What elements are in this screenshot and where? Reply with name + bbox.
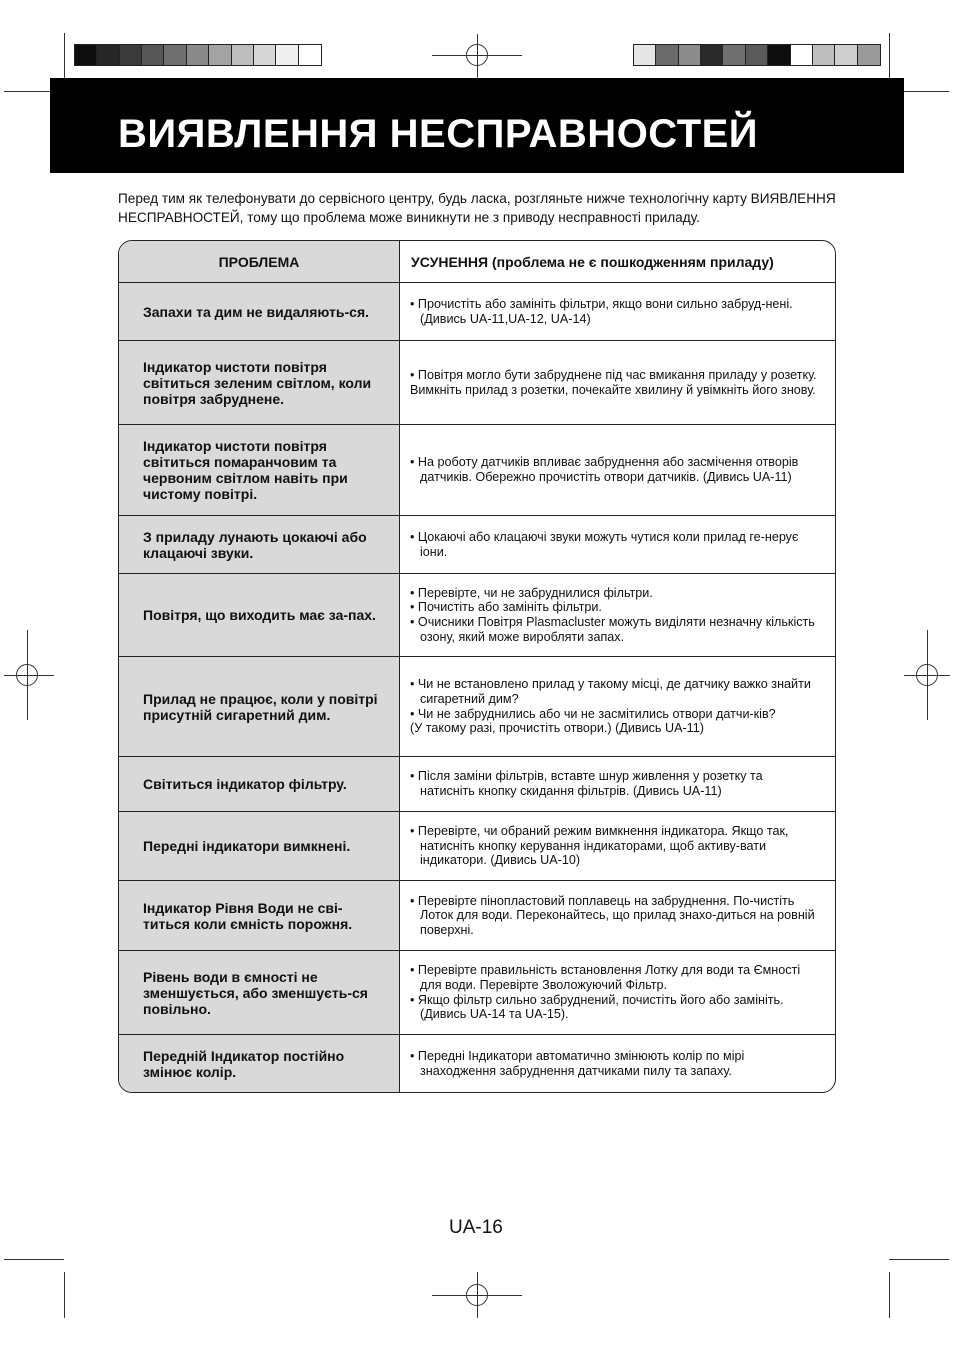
- intro-text: Перед тим як телефонувати до сервісного центру, будь ласка, розгляньте нижче технологічну карту ВИЯВЛЕННЯ НЕСПРАВНОСТЕЙ, тому що проблема може виникнути не з приводу несправності приладу.: [118, 191, 836, 225]
- color-swatch: [791, 45, 813, 65]
- page-number: UA-16: [449, 1217, 503, 1238]
- color-swatches-left: [74, 44, 322, 66]
- solution-text: [400, 677, 835, 735]
- table-row: [119, 425, 835, 516]
- solution-line: • Перевірте, чи не забруднилися фільтри.: [410, 585, 653, 600]
- color-swatches-right: [633, 44, 881, 66]
- color-swatch: [232, 45, 254, 65]
- table-row: [119, 283, 835, 341]
- crop-mark: [889, 1259, 949, 1260]
- solution-line: • Перевірте правильність встановлення Лотку для води та Ємності для води. Перевірте Зволожуючий Фільтр.: [410, 963, 801, 992]
- table-header-row: [119, 241, 835, 283]
- problem-cell: [119, 516, 400, 573]
- table-row: [119, 812, 835, 881]
- problem-text: Індикатор чистоти повітря світиться помаранчовим та червоним світлом навіть при чистому повітрі.: [143, 438, 348, 502]
- color-swatch: [120, 45, 142, 65]
- color-swatch: [768, 45, 790, 65]
- table-row: [119, 1035, 835, 1093]
- solution-text: [400, 1049, 835, 1078]
- page-title: ВИЯВЛЕННЯ НЕСПРАВНОСТЕЙ: [118, 112, 759, 156]
- header-cell-problem: [119, 241, 400, 282]
- table-row: [119, 574, 835, 657]
- solution-text: [400, 368, 835, 397]
- registration-mark-top: [477, 34, 478, 78]
- problem-text: Рівень води в ємності не зменшується, або зменшуєть-ся повільно.: [143, 968, 368, 1017]
- color-swatch: [723, 45, 745, 65]
- solution-line: Вимкніть прилад з розетки, почекайте хвилину й увімкніть його знову.: [410, 382, 816, 397]
- color-swatch: [299, 45, 321, 65]
- color-swatch: [164, 45, 186, 65]
- problem-text: Передній Індикатор постійно змінює колір.: [143, 1048, 345, 1080]
- solution-cell: [400, 1035, 835, 1093]
- solution-line: • Чи не встановлено прилад у такому місці, де датчику важко знайти сигаретний дим?: [410, 677, 811, 706]
- solution-line: • Якщо фільтр сильно забруднений, почистіть його або замініть. (Дивись UA-14 та UA-15).: [410, 992, 784, 1022]
- color-swatch: [254, 45, 276, 65]
- solution-text: [400, 586, 835, 644]
- color-swatch: [209, 45, 231, 65]
- problem-cell: [119, 951, 400, 1034]
- solution-line: • Прочистіть або замініть фільтри, якщо вони сильно забруд-нені. (Дивись UA-11,UA-12, UA-14): [410, 296, 793, 326]
- problem-text: Передні індикатори вимкнені.: [143, 838, 351, 854]
- solution-text: [400, 894, 835, 938]
- problem-cell: [119, 283, 400, 340]
- crop-mark: [4, 1259, 64, 1260]
- color-swatch: [858, 45, 880, 65]
- problem-text: З приладу лунають цокаючі або клацаючі звуки.: [143, 528, 367, 561]
- solution-line: • Передні Індикатори автоматично змінюють колір по мірі знаходження забруднення датчиками пилу та запаху.: [410, 1049, 745, 1078]
- solution-line: • Очисники Повітря Plasmacluster можуть виділяти незначну кількість озону, який може виробляти запах.: [410, 615, 815, 644]
- problem-text: Прилад не працює, коли у повітрі присутній сигаретний дим.: [143, 690, 378, 723]
- problem-cell: [119, 1035, 400, 1093]
- table-row: [119, 951, 835, 1035]
- table-row: [119, 657, 835, 757]
- color-swatch: [835, 45, 857, 65]
- color-swatch: [746, 45, 768, 65]
- solution-line: • Перевірте пінопластовий поплавець на забруднення. По-чистіть Лоток для води. Переконайтесь, що прилад знахо-диться на ровній поверхні.: [410, 893, 815, 937]
- solution-text: [400, 963, 835, 1021]
- color-swatch: [97, 45, 119, 65]
- solution-line: • Після заміни фільтрів, вставте шнур живлення у розетку та натисніть кнопку скидання фільтрів. (Дивись UA-11): [410, 769, 763, 798]
- solution-cell: [400, 341, 835, 424]
- header-problem-label: ПРОБЛЕМА: [218, 253, 300, 270]
- problem-cell: [119, 881, 400, 950]
- color-swatch: [679, 45, 701, 65]
- color-swatch: [187, 45, 209, 65]
- solution-cell: [400, 812, 835, 880]
- solution-line: • Перевірте, чи обраний режим вимкнення індикатора. Якщо так, натисніть кнопку керування індикаторами, щоб активу-вати індикатори. (Дивись UA-10): [410, 824, 789, 868]
- color-swatch: [701, 45, 723, 65]
- crop-mark: [889, 1272, 890, 1318]
- registration-mark-right: [927, 630, 928, 720]
- problem-text: Запахи та дим не видаляють-ся.: [143, 303, 370, 320]
- troubleshooting-table: [118, 240, 836, 1093]
- registration-mark-bottom: [477, 1272, 478, 1318]
- solution-cell: [400, 425, 835, 515]
- solution-cell: [400, 881, 835, 950]
- solution-cell: [400, 283, 835, 340]
- registration-mark-left: [4, 675, 54, 676]
- solution-cell: [400, 757, 835, 811]
- solution-text: [400, 769, 835, 798]
- color-swatch: [276, 45, 298, 65]
- solution-line: • Почистіть або замініть фільтри.: [410, 600, 602, 615]
- problem-cell: [119, 812, 400, 880]
- problem-text: Індикатор Рівня Води не сві-титься коли ємність порожня.: [143, 899, 353, 932]
- solution-line: • На роботу датчиків впливає забруднення або засмічення отворів датчиків. Обережно прочистіть отвори датчиків. (Дивись UA-11): [410, 455, 799, 484]
- color-swatch: [142, 45, 164, 65]
- problem-text: Повітря, що виходить має за-пах.: [143, 607, 376, 623]
- color-swatch: [75, 45, 97, 65]
- problem-text: Світиться індикатор фільтру.: [143, 776, 347, 792]
- problem-cell: [119, 425, 400, 515]
- problem-cell: [119, 757, 400, 811]
- problem-cell: [119, 341, 400, 424]
- solution-cell: [400, 951, 835, 1034]
- problem-cell: [119, 657, 400, 756]
- solution-text: [400, 824, 835, 868]
- table-row: [119, 341, 835, 425]
- color-swatch: [656, 45, 678, 65]
- solution-cell: [400, 516, 835, 573]
- table-row: [119, 757, 835, 812]
- solution-cell: [400, 657, 835, 756]
- solution-text: [400, 455, 835, 484]
- solution-line: • Повітря могло бути забруднене під час вмикання приладу у розетку.: [410, 367, 817, 382]
- solution-text: [400, 530, 835, 559]
- solution-line: • Цокаючі або клацаючі звуки можуть чутися коли прилад ге-нерує іони.: [410, 529, 799, 559]
- table-row: [119, 881, 835, 951]
- problem-text: Індикатор чистоти повітря світиться зеленим світлом, коли повітря забруднене.: [143, 358, 372, 407]
- solution-line: • Чи не забруднились або чи не засмітились отвори датчи-ків?: [410, 706, 776, 721]
- crop-mark: [64, 1272, 65, 1318]
- solution-cell: [400, 574, 835, 656]
- solution-line: (У такому разі, прочистіть отвори.) (Дивись UA-11): [410, 721, 704, 736]
- solution-text: [400, 297, 835, 326]
- registration-mark-left: [27, 630, 28, 720]
- problem-cell: [119, 574, 400, 656]
- color-swatch: [634, 45, 656, 65]
- color-swatch: [813, 45, 835, 65]
- header-cell-solution: [400, 241, 835, 282]
- table-row: [119, 516, 835, 574]
- header-solution-label: УСУНЕННЯ (проблема не є пошкодженням приладу): [411, 253, 774, 270]
